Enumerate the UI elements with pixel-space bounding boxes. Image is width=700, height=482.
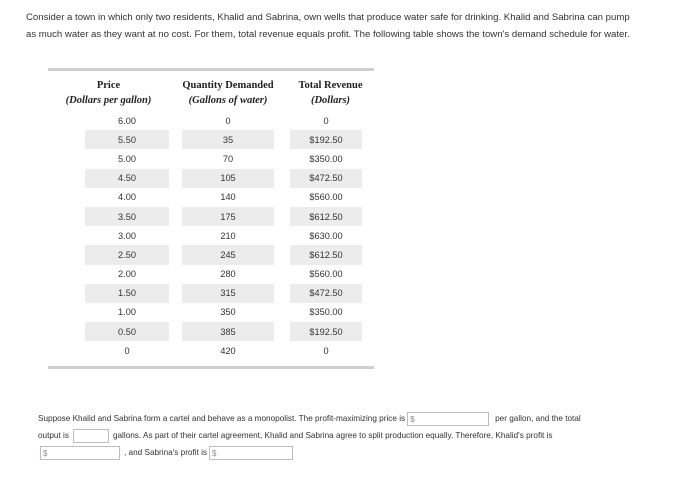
price-cell: 0	[85, 341, 169, 360]
table-row	[48, 149, 374, 168]
quantity-cell: 385	[182, 322, 274, 341]
price-cell: 4.00	[85, 188, 169, 207]
table-row	[48, 226, 374, 245]
question-line-3	[38, 444, 698, 461]
quantity-cell: 35	[182, 130, 274, 149]
table-row	[48, 169, 374, 188]
price-currency-prefix: $	[410, 414, 415, 424]
price-cell: 6.00	[118, 115, 136, 126]
price-cell: 2.00	[85, 265, 169, 284]
revenue-cell: $560.00	[290, 265, 362, 284]
price-cell: 3.50	[85, 207, 169, 226]
quantity-cell: 140	[182, 188, 274, 207]
sabrina-profit-input[interactable]	[209, 446, 293, 460]
table-row	[48, 207, 374, 226]
table-row	[48, 341, 374, 360]
revenue-cell: $472.50	[290, 284, 362, 303]
table-row	[48, 188, 374, 207]
table-row	[48, 111, 374, 130]
quantity-cell: 175	[182, 207, 274, 226]
revenue-cell: $350.00	[290, 303, 362, 322]
quantity-cell: 210	[182, 226, 274, 245]
revenue-cell: $350.00	[290, 149, 362, 168]
revenue-cell: $630.00	[290, 226, 362, 245]
quantity-cell: 245	[182, 245, 274, 264]
table-row	[48, 322, 374, 341]
revenue-cell: 0	[323, 115, 329, 126]
revenue-cell: $560.00	[290, 188, 362, 207]
price-cell: 2.50	[85, 245, 169, 264]
price-cell: 3.00	[85, 226, 169, 245]
revenue-cell: 0	[290, 341, 362, 360]
header-price-unit: (Dollars per gallon)	[65, 95, 152, 106]
price-cell: 5.00	[85, 149, 169, 168]
price-cell: 4.50	[85, 169, 169, 188]
revenue-cell: $192.50	[290, 130, 362, 149]
problem-intro	[26, 9, 698, 43]
question-text-3: output is	[38, 431, 69, 440]
price-cell: 0.50	[85, 322, 169, 341]
header-revenue-unit: (Dollars)	[310, 95, 351, 106]
intro-line-2: as much water as they want at no cost. For them, total revenue equals profit. The following table shows the town's demand schedule for water.	[26, 29, 630, 40]
quantity-cell: 70	[182, 149, 274, 168]
question-text-4: gallons. As part of their cartel agreement, Khalid and Sabrina agree to split production equally. Therefore, Khalid's profit is	[112, 431, 553, 440]
price-cell: 1.50	[85, 284, 169, 303]
question-line-2	[38, 427, 698, 444]
table-row	[48, 303, 374, 322]
table-body	[48, 111, 374, 360]
price-cell: 1.00	[85, 303, 169, 322]
table-row	[48, 130, 374, 149]
revenue-cell: $472.50	[290, 169, 362, 188]
revenue-cell: $612.50	[290, 245, 362, 264]
question-text-5: , and Sabrina's profit is	[124, 448, 208, 457]
output-answer-input[interactable]	[73, 429, 109, 443]
table-row	[48, 284, 374, 303]
table-header-row-1	[48, 80, 374, 95]
demand-schedule-table	[48, 68, 374, 369]
khalid-profit-input[interactable]	[40, 446, 120, 460]
quantity-cell: 420	[182, 341, 274, 360]
question-block	[38, 410, 698, 461]
table-header-row-2	[48, 95, 374, 111]
quantity-cell: 0	[225, 115, 231, 126]
quantity-cell: 315	[182, 284, 274, 303]
intro-line-1: Consider a town in which only two residents, Khalid and Sabrina, own wells that produce water safe for drinking. Khalid and Sabrina can pump	[26, 12, 630, 23]
header-quantity: Quantity Demanded	[182, 80, 274, 91]
quantity-cell: 105	[182, 169, 274, 188]
quantity-cell: 280	[182, 265, 274, 284]
question-line-1	[38, 410, 698, 427]
revenue-cell: $612.50	[290, 207, 362, 226]
question-text-1: Suppose Khalid and Sabrina form a cartel and behave as a monopolist. The profit-maximizing price is	[38, 414, 406, 423]
table-row	[48, 245, 374, 264]
price-cell: 5.50	[85, 130, 169, 149]
revenue-cell: $192.50	[290, 322, 362, 341]
price-answer-input[interactable]	[407, 412, 489, 426]
sabrina-currency-prefix: $	[212, 448, 217, 458]
table-row	[48, 265, 374, 284]
table-top-rule	[48, 68, 374, 71]
header-revenue: Total Revenue	[298, 80, 363, 91]
quantity-cell: 350	[182, 303, 274, 322]
question-text-2: per gallon, and the total	[495, 414, 581, 423]
header-quantity-unit: (Gallons of water)	[188, 95, 268, 106]
khalid-currency-prefix: $	[43, 448, 48, 458]
table-bottom-rule	[48, 366, 374, 369]
header-price: Price	[96, 80, 121, 91]
